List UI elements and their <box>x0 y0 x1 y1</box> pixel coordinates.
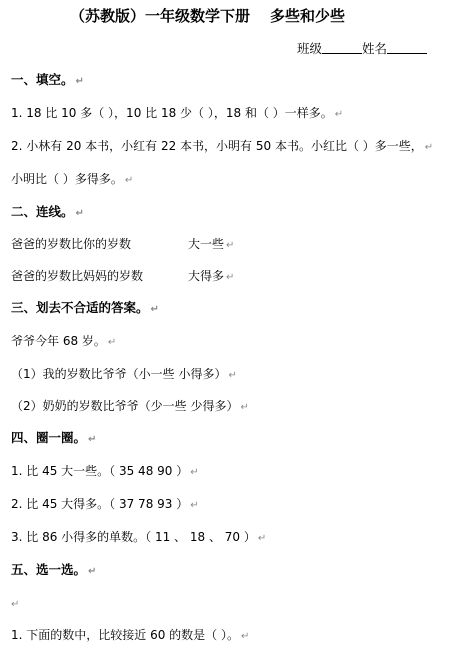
section5-heading: 五、选一选。 ↵ <box>11 562 97 577</box>
matching-right-1: 大一些 ↵ <box>188 237 235 251</box>
paragraph-mark-icon: ↵ <box>190 467 199 478</box>
section1-question2-line2: 小明比（ ）多得多。 ↵ <box>11 172 134 186</box>
paragraph-mark-icon: ↵ <box>124 175 134 186</box>
section1-heading: 一、填空。 ↵ <box>11 72 84 87</box>
paragraph-mark-icon: ↵ <box>75 208 84 219</box>
section4-item-1: 1. 比 45 大一些。（ 35 48 90 ） ↵ <box>11 464 199 478</box>
section5-question1: 1. 下面的数中，比较接近 60 的数是（ ）。 ↵ <box>11 628 250 642</box>
section4-item-2: 2. 比 45 大得多。（ 37 78 93 ） ↵ <box>11 497 199 511</box>
name-blank[interactable] <box>387 41 427 54</box>
name-label: 姓名 <box>362 41 388 56</box>
class-blank[interactable] <box>322 41 362 54</box>
paragraph-mark-icon: ↵ <box>107 337 117 348</box>
paragraph-mark-icon: ↵ <box>226 272 235 283</box>
section3-item-2: （2）奶奶的岁数比爷爷（少一些 少得多） ↵ <box>11 399 249 413</box>
section3-heading: 三、划去不合适的答案。 ↵ <box>11 300 159 315</box>
paragraph-mark-icon: ↵ <box>334 109 344 120</box>
document-title <box>70 6 345 26</box>
section4-heading: 四、圈一圈。 ↵ <box>11 430 97 445</box>
matching-left-1: 爸爸的岁数比你的岁数 <box>11 237 132 251</box>
empty-paragraph <box>11 595 19 613</box>
paragraph-mark-icon: ↵ <box>228 370 237 381</box>
paragraph-mark-icon: ↵ <box>150 304 159 315</box>
paragraph-mark-icon: ↵ <box>240 631 250 642</box>
paragraph-mark-icon: ↵ <box>75 76 84 87</box>
section1-question2-line1: 2. 小林有 20 本书，小红有 22 本书，小明有 50 本书。小红比（ ）多一些， ↵ <box>11 139 434 153</box>
section4-item-3: 3. 比 86 小得多的单数。（ 11 、 18 、 70 ） ↵ <box>11 530 267 544</box>
section1-question1: 1. 18 比 10 多（ ），10 比 18 少（ ），18 和（ ）一样多。 ↵ <box>11 106 344 120</box>
matching-right-2: 大得多 ↵ <box>188 269 235 283</box>
paragraph-mark-icon: ↵ <box>240 402 249 413</box>
paragraph-mark-icon: ↵ <box>88 566 97 577</box>
section2-heading: 二、连线。 ↵ <box>11 204 84 219</box>
title-main: （苏教版）一年级数学下册 <box>70 7 251 25</box>
section3-intro: 爷爷今年 68 岁。 ↵ <box>11 334 117 348</box>
title-topic: 多些和少些 <box>270 7 346 25</box>
paragraph-mark-icon: ↵ <box>424 142 434 153</box>
paragraph-mark-icon: ↵ <box>88 434 97 445</box>
matching-left-2: 爸爸的岁数比妈妈的岁数 <box>11 269 144 283</box>
paragraph-mark-icon: ↵ <box>257 533 267 544</box>
paragraph-mark-icon: ↵ <box>11 599 20 610</box>
class-label: 班级 <box>297 41 323 56</box>
paragraph-mark-icon: ↵ <box>190 500 199 511</box>
section3-item-1: （1）我的岁数比爷爷（小一些 小得多） ↵ <box>11 367 237 381</box>
paragraph-mark-icon: ↵ <box>226 240 235 251</box>
header-fields <box>297 41 427 57</box>
